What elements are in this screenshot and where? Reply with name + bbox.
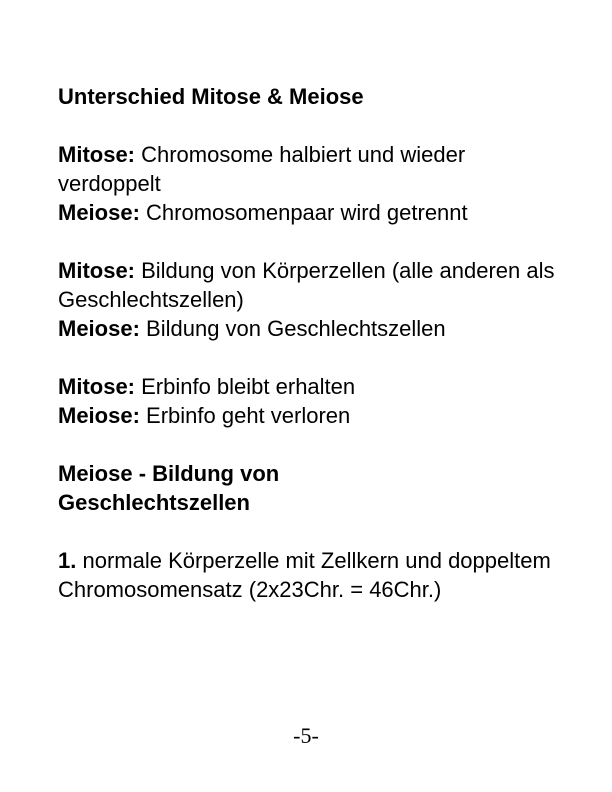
mitose-label: Mitose: [58,258,135,283]
mitose-text: Erbinfo bleibt erhalten [135,374,356,399]
step-number: 1. [58,548,77,573]
comparison-meiose-line [58,198,568,227]
section-title-meiose: Meiose - Bildung von Geschlechtszellen [58,461,280,515]
step-text: normale Körperzelle mit Zellkern und doppeltem Chromosomensatz (2x23Chr. = 46Chr.) [58,548,551,602]
mitose-text: Chromosome halbiert und wieder verdoppelt [58,142,466,196]
comparison-mitose-line [58,372,568,401]
comparison-mitose-line [58,140,568,198]
mitose-label: Mitose: [58,142,135,167]
meiose-text: Bildung von Geschlechtszellen [139,316,446,341]
meiose-text: Erbinfo geht verloren [139,403,351,428]
meiose-text: Chromosomenpaar wird getrennt [139,200,468,225]
meiose-label: Meiose: [58,200,140,225]
comparison-mitose-line [58,256,568,314]
page-number: -5- [293,723,319,748]
comparison-block-3 [58,372,568,430]
comparison-meiose-line [58,314,568,343]
comparison-block-1 [58,140,568,227]
mitose-label: Mitose: [58,374,135,399]
meiose-label: Meiose: [58,403,140,428]
meiose-label: Meiose: [58,316,140,341]
section-title-unterschied: Unterschied Mitose & Meiose [58,84,364,109]
document-body [58,82,568,604]
comparison-block-2 [58,256,568,343]
mitose-text: Bildung von Körperzellen (alle anderen als Geschlechtszellen) [58,258,555,312]
comparison-meiose-line [58,401,568,430]
step-item-1 [58,546,568,604]
